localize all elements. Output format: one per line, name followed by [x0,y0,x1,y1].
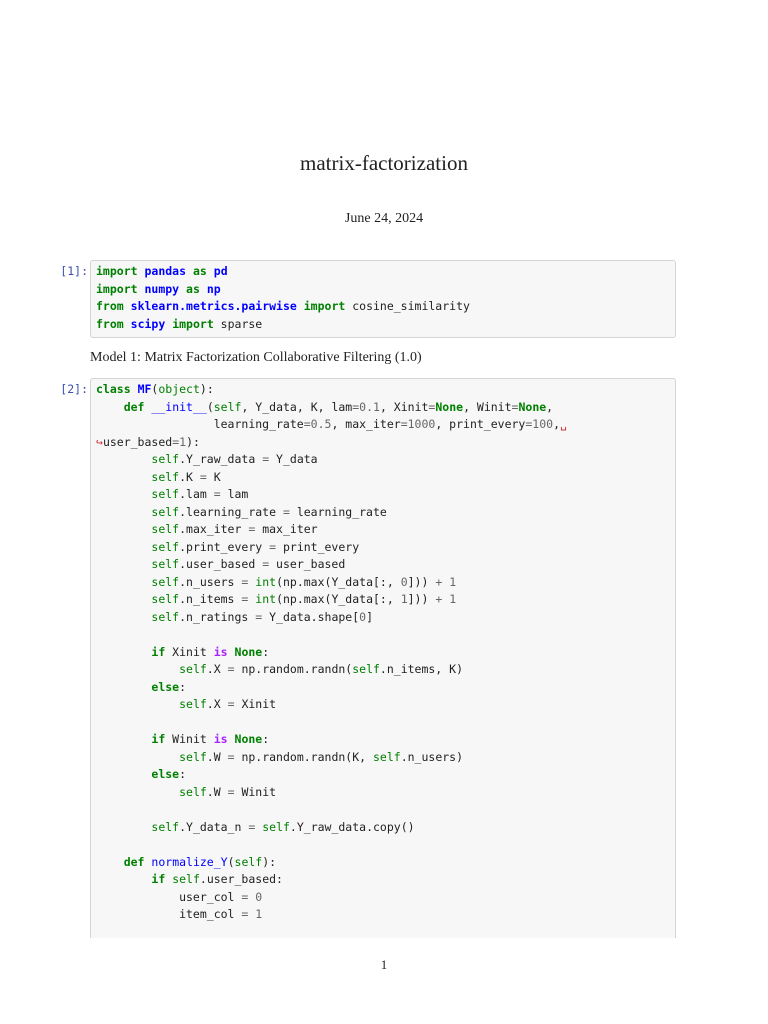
page-number: 1 [380,957,388,972]
code-block-1: import pandas as pd import numpy as np from sklearn.metrics.pairwise import cosine_similarity from scipy import sparse [96,264,470,331]
code-cell-1[interactable] [90,260,676,338]
cell-prompt-2: [2]: [60,382,88,396]
code-block-2: class MF(object): def __init__(self, Y_data, K, lam=0.1, Xinit=None, Winit=None, learning_rate=0.5, max_iter=1000, print_every=100,␣ ↪user_based=1): self.Y_raw_data = Y_data self.K = K self.lam = lam self.learning_rate = learning_rate self.max_iter = max_iter self.print_every = print_every self.user_based = user_based self.n_users = int(np.max(Y_data[:, 0])) + 1 self.n_items = int(np.max(Y_data[:, 1])) + 1 self.n_ratings = Y_data.shape[0] if Xinit is None: self.X = np.random.randn(self.n_items, K) else: self.X = Xinit if Winit is None: self.W = np.random.randn(K, self.n_users) else: self.W = Winit self.Y_data_n = self.Y_raw_data.copy() def normalize_Y(self): if self.user_based: user_col = 0 item_col = 1 [96,382,567,921]
document-title: matrix-factorization [300,151,468,175]
line-wrap-icon: ␣ [560,417,567,431]
cell-prompt-1: [1]: [60,264,88,278]
document-date: June 24, 2024 [344,211,424,226]
line-continuation-icon: ↪ [96,434,103,449]
markdown-text: Model 1: Matrix Factorization Collaborative Filtering (1.0) [90,350,422,365]
code-cell-2[interactable] [90,378,676,938]
